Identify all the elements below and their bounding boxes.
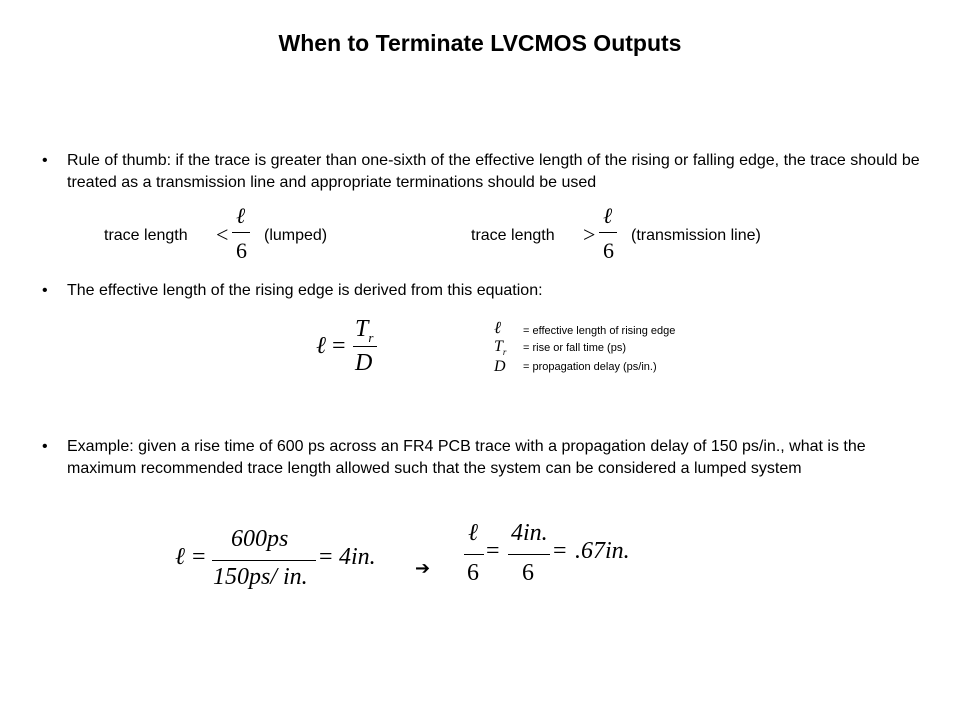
slide-title: When to Terminate LVCMOS Outputs bbox=[278, 30, 682, 56]
bullet-rule-of-thumb bbox=[42, 150, 922, 194]
bullet-effective-length bbox=[42, 280, 922, 302]
rule-tline-label: trace length bbox=[471, 227, 555, 244]
fraction-bar bbox=[232, 232, 250, 233]
bullet-text: Example: given a rise time of 600 ps across an FR4 PCB trace with a propagation delay of 150 ps/in., what is the maximum recommended trace length allowed such that the system can be considered a lumped system bbox=[67, 438, 866, 477]
fraction-bar bbox=[508, 554, 550, 555]
equation-numerator-main: T bbox=[355, 316, 369, 342]
arrow-icon: ➔ bbox=[415, 558, 431, 579]
example-result: 4in. bbox=[339, 544, 376, 570]
example-equals: = bbox=[192, 544, 206, 570]
equation-denominator: D bbox=[355, 350, 373, 376]
example2-equals: = bbox=[486, 538, 500, 564]
legend-symbol-tr-sub: r bbox=[502, 347, 507, 358]
legend-desc-d: = propagation delay (ps/in.) bbox=[523, 361, 657, 373]
example-denominator: 150ps/ in. bbox=[213, 564, 308, 590]
legend-symbol-d: D bbox=[494, 358, 506, 375]
example2-lhs-numerator: ℓ bbox=[468, 520, 478, 546]
example2-equals: = bbox=[553, 538, 567, 564]
legend-symbol-tr bbox=[494, 338, 506, 357]
example2-denominator: 6 bbox=[522, 560, 534, 586]
fraction-bar bbox=[599, 232, 617, 233]
legend-desc-l: = effective length of rising edge bbox=[523, 325, 676, 337]
equation-equals: = bbox=[332, 333, 346, 359]
rule-tline-note: (transmission line) bbox=[631, 227, 761, 244]
example-lhs: ℓ bbox=[175, 544, 185, 570]
greater-than-symbol: > bbox=[583, 222, 596, 247]
rule-lumped-denominator: 6 bbox=[236, 238, 247, 263]
equation-lhs: ℓ bbox=[316, 333, 326, 359]
example2-result: .67in. bbox=[575, 538, 630, 564]
bullet-example bbox=[42, 436, 922, 502]
example-numerator: 600ps bbox=[231, 526, 289, 552]
legend-symbol-tr-main: T bbox=[494, 338, 503, 355]
bullet-glyph: • bbox=[42, 282, 48, 299]
rule-lumped-label: trace length bbox=[104, 227, 188, 244]
rule-lumped-numerator: ℓ bbox=[236, 203, 246, 228]
rule-lumped-note: (lumped) bbox=[264, 227, 328, 244]
equation-numerator-sub: r bbox=[368, 329, 374, 345]
bullet-text: Rule of thumb: if the trace is greater than one-sixth of the effective length of the rising or falling edge, the trace should be treated as a transmission line and appropriate terminations should be used bbox=[67, 152, 920, 191]
example2-lhs-denominator: 6 bbox=[467, 560, 479, 586]
legend-desc-tr: = rise or fall time (ps) bbox=[523, 342, 626, 354]
bullet-glyph: • bbox=[42, 152, 48, 169]
rule-tline-denominator: 6 bbox=[603, 238, 614, 263]
less-than-symbol: < bbox=[216, 222, 229, 247]
rule-tline-numerator: ℓ bbox=[603, 203, 613, 228]
fraction-bar bbox=[464, 554, 484, 555]
example-equals: = bbox=[319, 544, 333, 570]
fraction-bar bbox=[353, 346, 377, 347]
equation-numerator bbox=[355, 316, 373, 346]
legend-symbol-l: ℓ bbox=[494, 318, 502, 337]
fraction-bar bbox=[212, 560, 316, 561]
bullet-text: The effective length of the rising edge is derived from this equation: bbox=[67, 282, 543, 299]
example2-numerator: 4in. bbox=[511, 520, 548, 546]
bullet-glyph: • bbox=[42, 438, 48, 455]
